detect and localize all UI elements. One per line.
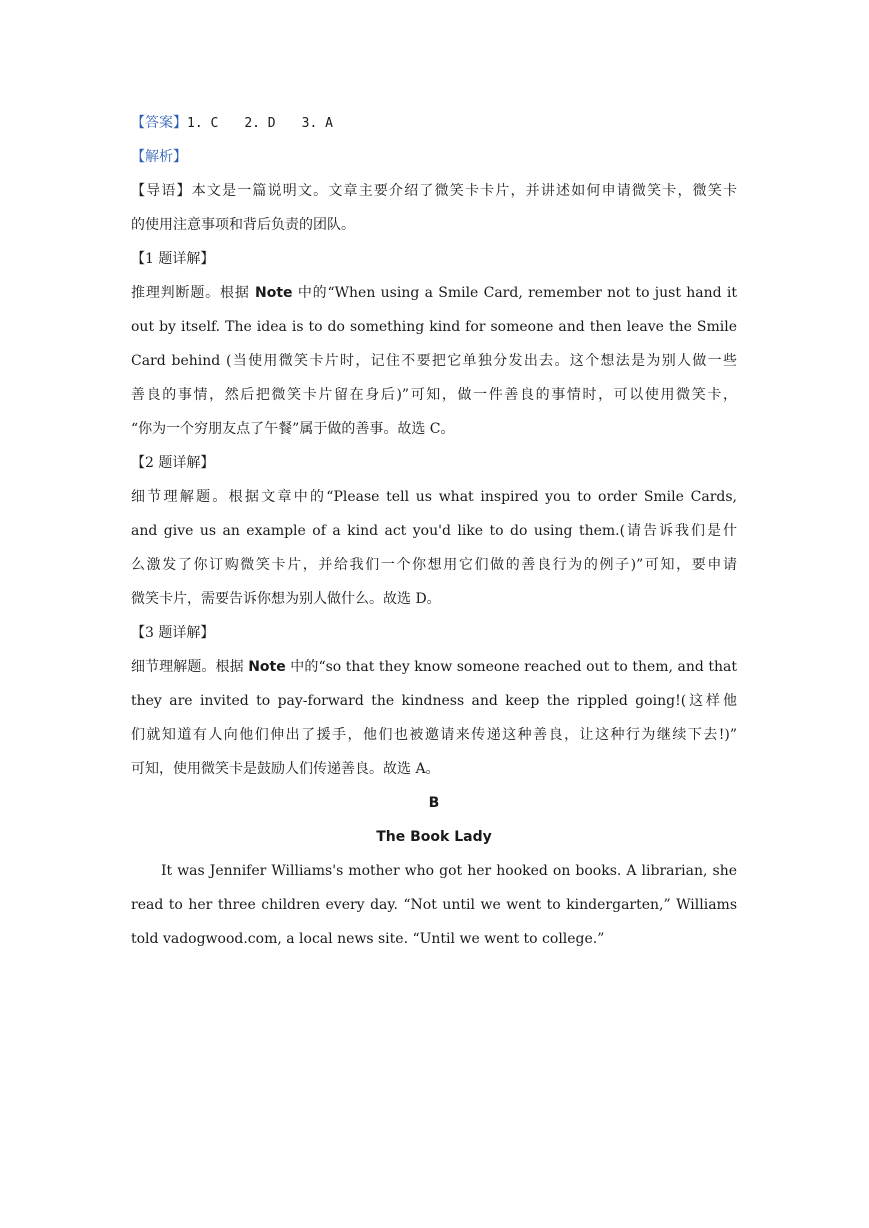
q3-line-1-pre: 细节理解题。根据 — [131, 659, 249, 675]
q1-line-1-post: 中的“When using a Smile Card, remember not to just hand it — [292, 285, 737, 301]
q2-line-4: 微笑卡片，需要告诉你想为别人做什么。故选 D。 — [131, 591, 441, 607]
q1-line-4: 善良的事情，然后把微笑卡片留在身后)”可知，做一件善良的事情时，可以使用微笑卡， — [131, 387, 737, 403]
q3-line-4: 可知，使用微笑卡是鼓励人们传递善良。故选 A。 — [131, 761, 440, 777]
q3-line-1 — [131, 650, 737, 684]
answer-item-1: 1. C — [187, 116, 219, 131]
q2-line-2: and give us an example of a kind act you'd like to do using them.(请告诉我们是什 — [131, 523, 737, 539]
passage-line-3: told vadogwood.com, a local news site. “Until we went to college.” — [131, 931, 605, 947]
q1-line-1 — [131, 276, 737, 310]
q1-line-1-pre: 推理判断题。根据 — [131, 285, 255, 301]
q1-line-1-bold: Note — [255, 285, 293, 301]
section-title: The Book Lady — [376, 829, 492, 845]
q3-line-1-post: 中的“so that they know someone reached out to them, and that — [285, 659, 737, 675]
answer-item-3: 3. A — [301, 116, 333, 131]
document-page — [131, 106, 737, 956]
q3-heading: 【3 题详解】 — [131, 625, 215, 641]
q2-heading: 【2 题详解】 — [131, 455, 215, 471]
guide-line-1 — [131, 174, 737, 208]
q3-line-1-bold: Note — [248, 659, 286, 675]
guide-line-2: 的使用注意事项和背后负责的团队。 — [131, 217, 355, 233]
guide-label: 【导语】 — [131, 183, 192, 199]
q1-heading: 【1 题详解】 — [131, 251, 215, 267]
q1-line-5: “你为一个穷朋友点了午餐”属于做的善事。故选 C。 — [131, 421, 455, 437]
q3-line-2: they are invited to pay-forward the kindness and keep the rippled going!(这样他 — [131, 693, 737, 709]
q3-line-3: 们就知道有人向他们伸出了援手，他们也被邀请来传递这种善良，让这种行为继续下去!)” — [131, 727, 737, 743]
section-letter: B — [428, 795, 440, 811]
answer-line — [131, 106, 737, 140]
q2-line-3: 么激发了你订购微笑卡片，并给我们一个你想用它们做的善良行为的例子)”可知，要申请 — [131, 557, 737, 573]
answer-label: 【答案】 — [131, 115, 187, 131]
passage-line-1: It was Jennifer Williams's mother who got her hooked on books. A librarian, she — [161, 863, 737, 879]
q2-line-1: 细节理解题。根据文章中的“Please tell us what inspired you to order Smile Cards, — [131, 489, 737, 505]
q1-line-2: out by itself. The idea is to do something kind for someone and then leave the Smile — [131, 319, 737, 335]
answer-item-2: 2. D — [244, 116, 276, 131]
q1-line-3: Card behind (当使用微笑卡片时，记住不要把它单独分发出去。这个想法是为别人做一些 — [131, 353, 737, 369]
analysis-label: 【解析】 — [131, 149, 187, 165]
guide-text-1: 本文是一篇说明文。文章主要介绍了微笑卡卡片，并讲述如何申请微笑卡，微笑卡 — [191, 183, 737, 199]
passage-line-2: read to her three children every day. “Not until we went to kindergarten,” Williams — [131, 897, 737, 913]
